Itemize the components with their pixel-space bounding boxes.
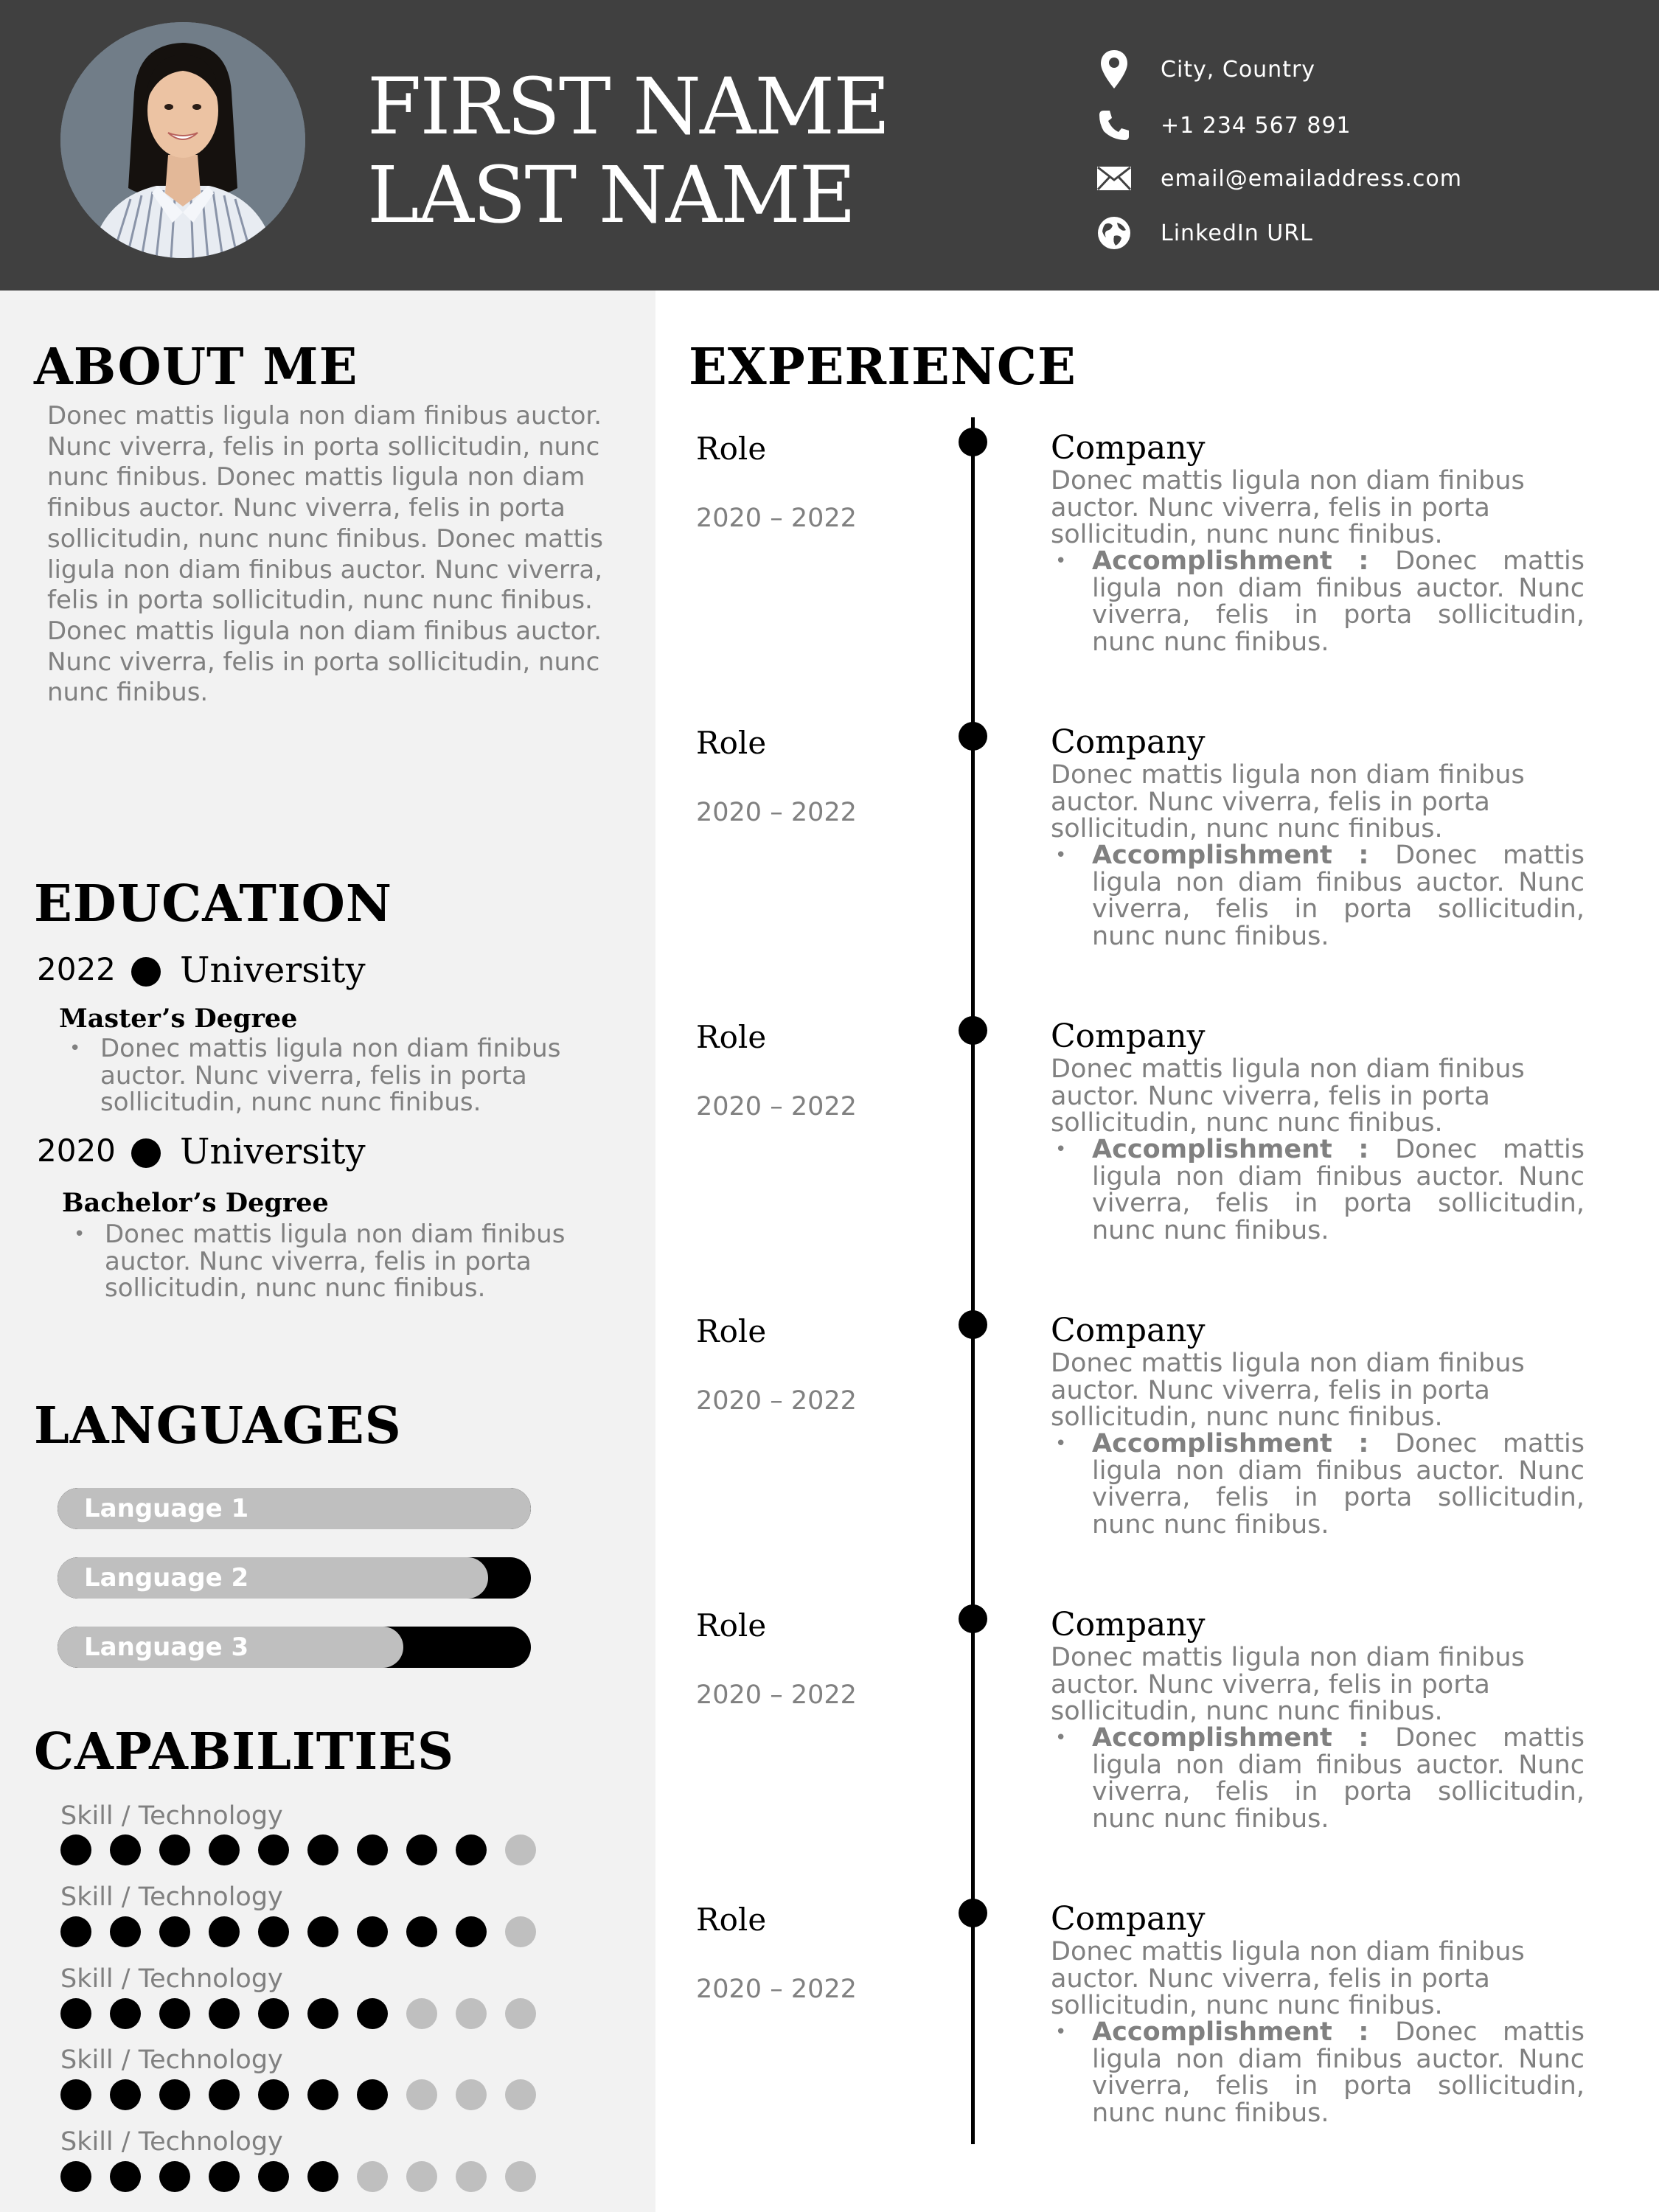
- experience-role: Role: [696, 725, 767, 761]
- skill-dot-filled: [159, 2161, 190, 2192]
- location-pin-icon: [1096, 51, 1133, 88]
- accomplishment-label: Accomplishment: [1092, 841, 1332, 870]
- skill-dot-filled: [110, 1998, 141, 2029]
- education-description-text: Donec mattis ligula non diam finibus auctor. Nunc viverra, felis in porta sollicitudin, nunc nunc finibus.: [100, 1034, 561, 1117]
- skill-dot-filled: [406, 1916, 437, 1947]
- skill-dot-empty: [505, 1998, 536, 2029]
- experience-role: Role: [696, 1607, 767, 1644]
- experience-accomplishment: [1051, 1725, 1585, 1832]
- experience-accomplishment: [1051, 548, 1585, 655]
- skill-dot-empty: [456, 2079, 487, 2110]
- experience-description: Donec mattis ligula non diam finibus auctor. Nunc viverra, felis in porta sollicitudin, nunc nunc finibus.: [1051, 1937, 1525, 2020]
- skill-label: Skill / Technology: [60, 1964, 283, 1994]
- experience-accomplishment: [1051, 2019, 1585, 2126]
- skill-dot-filled: [307, 1916, 338, 1947]
- education-year: 2020: [37, 1133, 116, 1169]
- skill-dot-empty: [505, 2079, 536, 2110]
- experience-description: Donec mattis ligula non diam finibus auctor. Nunc viverra, felis in porta sollicitudin, nunc nunc finibus.: [1051, 1349, 1525, 1432]
- last-name: LAST NAME: [367, 150, 855, 240]
- timeline-dot: [959, 1016, 987, 1045]
- skill-dot-filled: [357, 1834, 388, 1865]
- experience-role: Role: [696, 1902, 767, 1938]
- skill-dot-filled: [258, 2161, 289, 2192]
- skill-dot-filled: [307, 1998, 338, 2029]
- accomplishment-label: Accomplishment: [1092, 2017, 1332, 2047]
- language-bar: [58, 1557, 531, 1599]
- education-description: [63, 1221, 594, 1302]
- skill-dot-filled: [60, 1998, 91, 2029]
- about-text: Donec mattis ligula non diam finibus auctor. Nunc viverra, felis in porta sollicitudin, nunc nunc finibus. Donec mattis ligula non diam finibus auctor. Nunc viverra, felis in porta sollicitudin, nunc nunc finibus. Donec mattis ligula non diam finibus auctor. Nunc viverra, felis in porta sollicitudin, nunc nunc finibus. Donec mattis ligula non diam finibus auctor. Nunc viverra, felis in porta sollicitudin, nunc nunc finibus.: [47, 401, 603, 708]
- skill-dot-filled: [307, 2079, 338, 2110]
- accomplishment-label: Accomplishment: [1092, 1135, 1332, 1164]
- experience-dates: 2020 – 2022: [696, 1092, 857, 1121]
- bullet-icon: •: [1055, 1727, 1067, 1749]
- skill-dot-filled: [209, 2079, 240, 2110]
- skill-dot-filled: [307, 1834, 338, 1865]
- timeline-dot: [959, 1899, 987, 1927]
- experience-description: Donec mattis ligula non diam finibus auctor. Nunc viverra, felis in porta sollicitudin, nunc nunc finibus.: [1051, 1054, 1525, 1138]
- experience-company: Company: [1051, 1312, 1206, 1349]
- skill-dot-filled: [159, 2079, 190, 2110]
- contact-linkedin-text: LinkedIn URL: [1161, 220, 1313, 246]
- experience-dates: 2020 – 2022: [696, 504, 857, 533]
- skill-dot-filled: [60, 2079, 91, 2110]
- capabilities-title: CAPABILITIES: [34, 1722, 455, 1781]
- education-school: University: [180, 950, 366, 991]
- skill-dot-filled: [60, 1916, 91, 1947]
- bullet-icon: •: [74, 1223, 86, 1245]
- skill-dot-filled: [258, 2079, 289, 2110]
- skill-dot-filled: [110, 2079, 141, 2110]
- globe-icon: [1096, 215, 1133, 251]
- education-description: [59, 1035, 590, 1116]
- education-title: EDUCATION: [34, 874, 393, 933]
- bullet-icon: •: [1055, 550, 1067, 572]
- experience-title: EXPERIENCE: [689, 338, 1077, 397]
- experience-company: Company: [1051, 1018, 1206, 1055]
- accomplishment-separator: :: [1332, 546, 1396, 576]
- accomplishment-separator: :: [1332, 1135, 1396, 1164]
- education-description-text: Donec mattis ligula non diam finibus auctor. Nunc viverra, felis in porta sollicitudin, nunc nunc finibus.: [105, 1220, 566, 1303]
- accomplishment-text: Donec mattis ligula non diam finibus auctor. Nunc viverra, felis in porta sollicitudin, nunc nunc finibus.: [1092, 2017, 1585, 2128]
- skill-dot-filled: [209, 1834, 240, 1865]
- skill-dot-filled: [307, 2161, 338, 2192]
- skill-dot-empty: [456, 2161, 487, 2192]
- profile-photo: [60, 22, 305, 258]
- skill-dot-filled: [258, 1834, 289, 1865]
- language-name: Language 1: [84, 1494, 249, 1523]
- skill-dot-empty: [456, 1998, 487, 2029]
- contact-phone: [1096, 103, 1352, 147]
- timeline-dot: [959, 1310, 987, 1339]
- timeline-dot: [959, 428, 987, 456]
- experience-dates: 2020 – 2022: [696, 1386, 857, 1416]
- timeline-dot: [959, 1604, 987, 1633]
- skill-dot-filled: [456, 1916, 487, 1947]
- accomplishment-label: Accomplishment: [1092, 1429, 1332, 1458]
- skill-dot-empty: [505, 1834, 536, 1865]
- skill-dot-filled: [209, 1998, 240, 2029]
- accomplishment-text: Donec mattis ligula non diam finibus auctor. Nunc viverra, felis in porta sollicitudin, nunc nunc finibus.: [1092, 1429, 1585, 1540]
- skill-dot-filled: [159, 1916, 190, 1947]
- contact-linkedin: [1096, 211, 1313, 255]
- skill-dot-filled: [60, 2161, 91, 2192]
- left-sidebar: [0, 291, 655, 2212]
- skill-dot-filled: [209, 1916, 240, 1947]
- skill-dot-empty: [357, 2161, 388, 2192]
- experience-company: Company: [1051, 429, 1206, 467]
- first-name: FIRST NAME: [367, 61, 889, 152]
- education-bullet-dot: [131, 957, 161, 987]
- skill-dot-filled: [159, 1834, 190, 1865]
- experience-role: Role: [696, 1313, 767, 1349]
- education-year: 2022: [37, 951, 116, 987]
- experience-description: Donec mattis ligula non diam finibus auctor. Nunc viverra, felis in porta sollicitudin, nunc nunc finibus.: [1051, 760, 1525, 844]
- experience-description: Donec mattis ligula non diam finibus auctor. Nunc viverra, felis in porta sollicitudin, nunc nunc finibus.: [1051, 1643, 1525, 1726]
- resume-header: [0, 0, 1659, 291]
- skill-dot-filled: [406, 1834, 437, 1865]
- accomplishment-text: Donec mattis ligula non diam finibus auctor. Nunc viverra, felis in porta sollicitudin, nunc nunc finibus.: [1092, 546, 1585, 657]
- skill-dot-filled: [110, 1834, 141, 1865]
- skill-dot-filled: [258, 1916, 289, 1947]
- phone-icon: [1096, 107, 1133, 144]
- skill-dot-filled: [357, 2079, 388, 2110]
- bullet-icon: •: [1055, 1138, 1067, 1161]
- skill-dot-filled: [456, 1834, 487, 1865]
- timeline-line: [971, 417, 975, 2144]
- skill-dot-filled: [60, 1834, 91, 1865]
- skill-label: Skill / Technology: [60, 2127, 283, 2157]
- skill-label: Skill / Technology: [60, 1882, 283, 1912]
- bullet-icon: •: [1055, 844, 1067, 866]
- contact-email-text: email@emailaddress.com: [1161, 165, 1462, 192]
- contact-phone-text: +1 234 567 891: [1161, 112, 1352, 139]
- skill-dot-filled: [209, 2161, 240, 2192]
- bullet-icon: •: [1055, 1433, 1067, 1455]
- language-bar: [58, 1627, 531, 1668]
- experience-dates: 2020 – 2022: [696, 1975, 857, 2004]
- accomplishment-separator: :: [1332, 841, 1396, 870]
- skill-label: Skill / Technology: [60, 1801, 283, 1831]
- about-title: ABOUT ME: [34, 338, 358, 397]
- bullet-icon: •: [69, 1037, 81, 1060]
- skill-dot-empty: [406, 1998, 437, 2029]
- experience-company: Company: [1051, 723, 1206, 761]
- skill-label: Skill / Technology: [60, 2045, 283, 2075]
- accomplishment-separator: :: [1332, 1429, 1396, 1458]
- language-bar: [58, 1488, 531, 1529]
- education-school: University: [180, 1131, 366, 1172]
- accomplishment-text: Donec mattis ligula non diam finibus auctor. Nunc viverra, felis in porta sollicitudin, nunc nunc finibus.: [1092, 1723, 1585, 1834]
- bullet-icon: •: [1055, 2021, 1067, 2043]
- accomplishment-label: Accomplishment: [1092, 546, 1332, 576]
- contact-location: [1096, 47, 1315, 91]
- accomplishment-text: Donec mattis ligula non diam finibus auctor. Nunc viverra, felis in porta sollicitudin, nunc nunc finibus.: [1092, 841, 1585, 951]
- experience-role: Role: [696, 431, 767, 467]
- skill-dot-empty: [406, 2079, 437, 2110]
- timeline-dot: [959, 722, 987, 751]
- skill-dot-filled: [159, 1998, 190, 2029]
- experience-company: Company: [1051, 1606, 1206, 1644]
- experience-role: Role: [696, 1019, 767, 1055]
- education-bullet-dot: [131, 1138, 161, 1168]
- experience-description: Donec mattis ligula non diam finibus auctor. Nunc viverra, felis in porta sollicitudin, nunc nunc finibus.: [1051, 466, 1525, 549]
- accomplishment-text: Donec mattis ligula non diam finibus auctor. Nunc viverra, felis in porta sollicitudin, nunc nunc finibus.: [1092, 1135, 1585, 1245]
- education-degree: Bachelor’s Degree: [62, 1188, 329, 1218]
- skill-dot-filled: [258, 1998, 289, 2029]
- experience-accomplishment: [1051, 1430, 1585, 1538]
- skill-dot-filled: [357, 1998, 388, 2029]
- language-name: Language 3: [84, 1632, 249, 1662]
- skill-dot-filled: [110, 2161, 141, 2192]
- experience-accomplishment: [1051, 842, 1585, 950]
- education-degree: Master’s Degree: [59, 1004, 298, 1034]
- accomplishment-separator: :: [1332, 1723, 1396, 1753]
- skill-dot-empty: [505, 2161, 536, 2192]
- accomplishment-label: Accomplishment: [1092, 1723, 1332, 1753]
- experience-accomplishment: [1051, 1136, 1585, 1244]
- language-name: Language 2: [84, 1563, 249, 1593]
- skill-dot-filled: [110, 1916, 141, 1947]
- skill-dot-filled: [357, 1916, 388, 1947]
- envelope-icon: [1096, 160, 1133, 197]
- experience-company: Company: [1051, 1900, 1206, 1938]
- skill-dot-empty: [406, 2161, 437, 2192]
- experience-dates: 2020 – 2022: [696, 1680, 857, 1710]
- contact-location-text: City, Country: [1161, 56, 1316, 83]
- accomplishment-separator: :: [1332, 2017, 1396, 2047]
- skill-dot-empty: [505, 1916, 536, 1947]
- experience-dates: 2020 – 2022: [696, 798, 857, 827]
- contact-email: [1096, 156, 1462, 201]
- languages-title: LANGUAGES: [34, 1397, 402, 1455]
